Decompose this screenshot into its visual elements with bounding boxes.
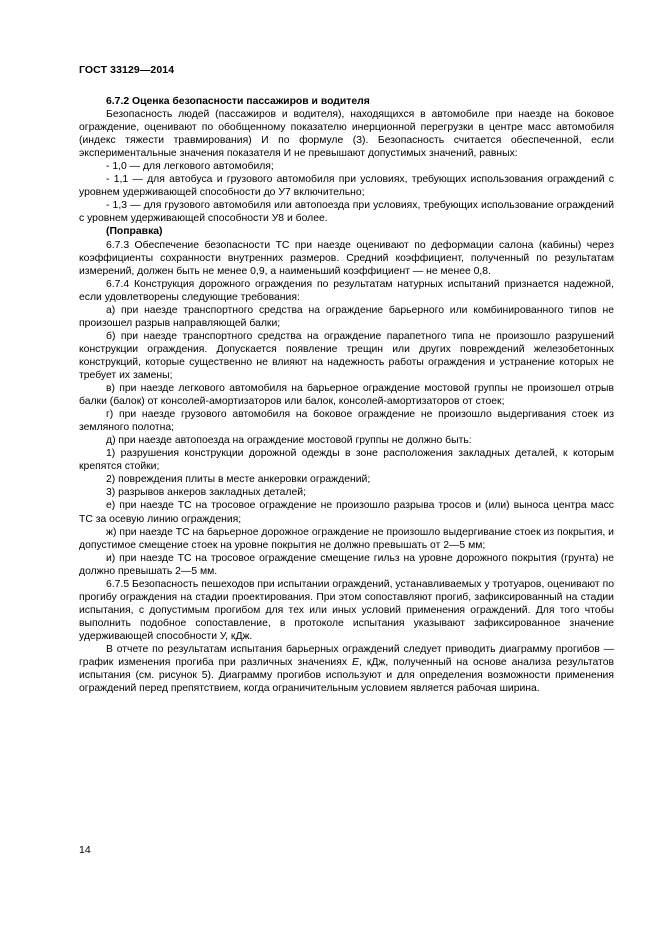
- list-item-dash-3: - 1,3 — для грузового автомобиля или автопоезда при условиях, требующих использование ограждений с уровнем удерживающей способности У8 и более.: [79, 200, 614, 225]
- requirement-d-2: 2) повреждения плиты в месте анкеровки ограждений;: [106, 474, 371, 486]
- requirement-a: а) при наезде транспортного средства на ограждение барьерного или комбинированного типов не произошел разрыв направляющей балки;: [79, 304, 614, 329]
- page-number: 14: [79, 844, 91, 856]
- requirement-e: е) при наезде ТС на тросовое ограждение не произошло разрыва тросов и (или) выноса центра масс ТС за осевую линию ограждения;: [79, 500, 614, 525]
- requirement-d-1: 1) разрушения конструкции дорожной одежды в зоне расположения закладных деталей, к которым крепятся стойки;: [79, 448, 614, 473]
- list-item-dash-1: - 1,0 — для легкового автомобиля;: [106, 161, 274, 173]
- requirement-v: в) при наезде легкового автомобиля на барьерное ограждение мостовой группы не произошел отрыв балки (балок) от консолей-амортизаторов или балок, консолей-амортизаторов от стоек;: [79, 383, 614, 408]
- paragraph-6-7-5: 6.7.5 Безопасность пешеходов при испытании ограждений, устанавливаемых у тротуаров, оценивают по прогибу ограждения на стадии проектирования. При этом сопоставляют прогиб, зафиксированный на стадии испытания, с допустимым прогибом для тех или иных условий применения ограждений. Для того чтобы выполнить подобное сопоставление, в протоколе испытания указывают зафиксированное значение удерживающей способности У, кДж.: [79, 578, 614, 642]
- requirement-g: г) при наезде грузового автомобиля на боковое ограждение не произошло выдергивания стоек из земляного полотна;: [79, 409, 614, 434]
- paragraph-deflection-part-1: В отчете по результатам испытания барьерных ограждений следует приводить диаграмму прогибов — график изменения прогиба при различных значениях: [79, 643, 614, 669]
- requirement-b: б) при наезде транспортного средства на ограждение парапетного типа не произошло разрушений конструкции ограждения. Допускается появление трещин или других повреждений железобетонных конструкций, которые существенно не влияют на надежность работы ограждения и устранение которых не требует их замены;: [79, 330, 614, 381]
- paragraph-passenger-safety: Безопасность людей (пассажиров и водителя), находящихся в автомобиле при наезде на боковое ограждение, оценивают по обобщенному показателю инерционной перегрузки в центре масс автомобиля (индекс тяжести травмирования) И по формуле (3). Безопасность считается обеспеченной, если экспериментальные значения показателя И не превышают допустимых значений, равных:: [79, 109, 614, 160]
- amendment-note: (Поправка): [106, 226, 163, 238]
- paragraph-6-7-4: 6.7.4 Конструкция дорожного ограждения по результатам натурных испытаний признается надежной, если удовлетворены следующие требования:: [79, 278, 614, 303]
- requirement-d-3: 3) разрывов анкеров закладных деталей;: [106, 487, 306, 499]
- section-6-7-2-title: 6.7.2 Оценка безопасности пассажиров и водителя: [106, 96, 370, 107]
- energy-symbol-e: E: [352, 657, 359, 669]
- list-item-dash-2: - 1,1 — для автобуса и грузового автомобиля при условиях, требующих использования ограждений с уровнем удерживающей способности до У7 включительно;: [79, 174, 614, 199]
- requirement-zh: ж) при наезде ТС на барьерное дорожное ограждение не произошло выдергивание стоек из покрытия, и допустимое смещение стоек на уровне покрытия не должно превышать от 2—5 мм;: [79, 526, 614, 551]
- requirement-i: и) при наезде ТС на тросовое ограждение смещение гильз на уровне дорожного покрытия (грунта) не должно превышать 2—5 мм.: [79, 552, 614, 577]
- standard-header: ГОСТ 33129—2014: [79, 64, 175, 76]
- document-body: [79, 95, 614, 695]
- paragraph-deflection-part-2: , кДж, полученный на основе анализа результатов испытания (см. рисунок 5). Диаграмму прогибов используют и для определения возможности применения ограждений перед препятствием, когда ограничительным условием является рабочая ширина.: [79, 657, 614, 695]
- paragraph-deflection-diagram: [79, 643, 614, 695]
- paragraph-6-7-3: 6.7.3 Обеспечение безопасности ТС при наезде оценивают по деформации салона (кабины) через коэффициенты сохранности внутренних размеров. Средний коэффициент, полученный по результатам измерений, должен быть не менее 0,9, а наименьший коэффициент — не менее 0,8.: [79, 239, 614, 277]
- requirement-d: д) при наезде автопоезда на ограждение мостовой группы не должно быть:: [106, 435, 472, 447]
